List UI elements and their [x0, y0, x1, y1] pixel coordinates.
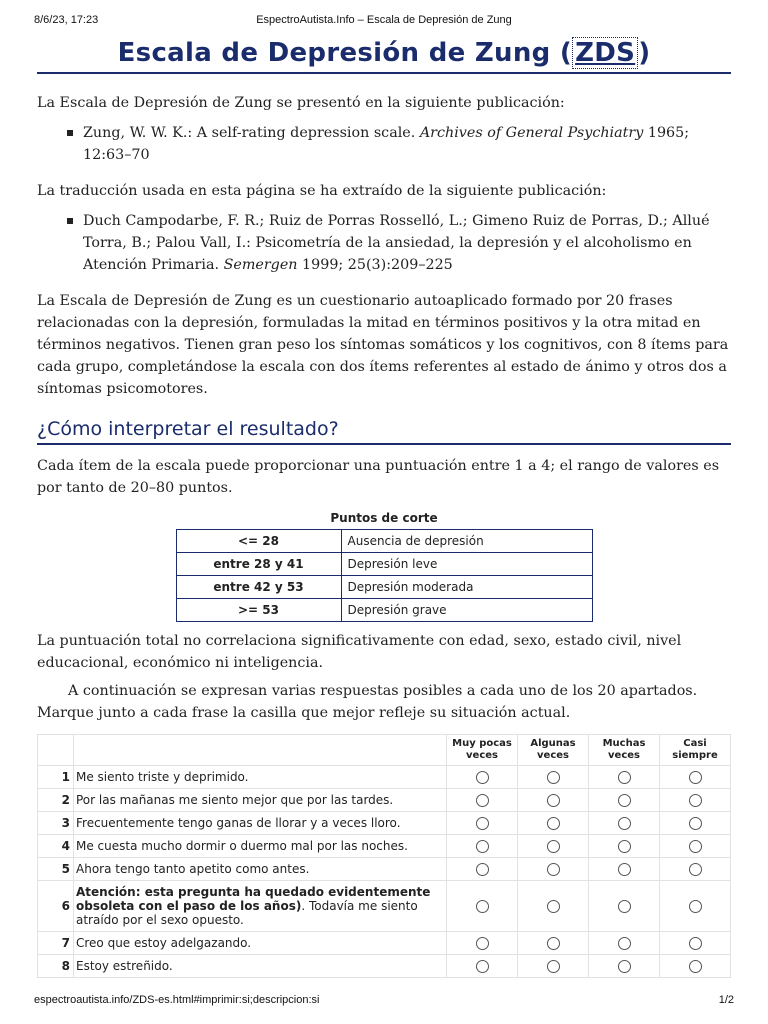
main-content: [37, 38, 731, 978]
answer-cell: [518, 835, 589, 858]
reference-authors: Duch Campodarbe, F. R.; Ruiz de Porras Rosselló, L.; Gimeno Ruiz de Porras, D.; Allué Torra, B.; Palou Vall, I.: Psicometría de la ansiedad, la depresión y el alcoholismo en Atención Primaria.: [83, 213, 710, 273]
page-title-text: Escala de Depresión de Zung (: [117, 38, 573, 68]
cutoff-row: [176, 576, 592, 599]
cutoff-label: Depresión leve: [341, 553, 592, 576]
answer-cell: [447, 955, 518, 978]
question-row: [38, 881, 731, 932]
question-row: [38, 812, 731, 835]
answer-cell: [589, 812, 660, 835]
answer-radio[interactable]: [618, 937, 631, 950]
cutoff-row: [176, 530, 592, 553]
header-number: [38, 735, 74, 766]
page-title: [37, 38, 731, 74]
cutoff-range: entre 42 y 53: [176, 576, 341, 599]
answer-radio[interactable]: [618, 771, 631, 784]
answer-radio[interactable]: [476, 817, 489, 830]
answer-radio[interactable]: [689, 960, 702, 973]
reference-item-zung: [83, 122, 731, 166]
answer-radio[interactable]: [689, 817, 702, 830]
zds-abbreviation[interactable]: ZDS: [572, 37, 638, 69]
answer-radio[interactable]: [689, 840, 702, 853]
print-datetime: 8/6/23, 17:23: [34, 14, 99, 26]
interpret-paragraph-1: Cada ítem de la escala puede proporcionar una puntuación entre 1 a 4; el rango de valores es por tanto de 20–80 puntos.: [37, 458, 720, 496]
reference-details: 1999; 25(3):209–225: [297, 257, 453, 273]
answer-cell: [660, 932, 731, 955]
answer-radio[interactable]: [547, 794, 560, 807]
question-number: 4: [38, 835, 74, 858]
answer-cell: [518, 955, 589, 978]
question-text: Me cuesta mucho dormir o duermo mal por las noches.: [74, 835, 447, 858]
section-heading-interpret: ¿Cómo interpretar el resultado?: [37, 418, 731, 445]
reference-list-1: [37, 122, 731, 166]
reference-journal: Semergen: [223, 257, 298, 273]
question-text: Ahora tengo tanto apetito como antes.: [74, 858, 447, 881]
answer-radio[interactable]: [689, 900, 702, 913]
answer-radio[interactable]: [618, 817, 631, 830]
reference-journal: Archives of General Psychiatry: [419, 125, 644, 141]
answer-cell: [447, 766, 518, 789]
print-page-number: 1/2: [718, 994, 734, 1006]
answer-cell: [660, 812, 731, 835]
interpret-paragraph-3: A continuación se expresan varias respuestas posibles a cada uno de los 20 apartados. Marque junto a cada frase la casilla que mejor refleje su situación actual.: [37, 683, 698, 721]
question-text: Me siento triste y deprimido.: [74, 766, 447, 789]
answer-cell: [589, 858, 660, 881]
answer-radio[interactable]: [689, 794, 702, 807]
answer-cell: [518, 812, 589, 835]
answer-radio[interactable]: [618, 960, 631, 973]
print-url: espectroautista.info/ZDS-es.html#imprimir:si;descripcion:si: [34, 994, 320, 1006]
answer-radio[interactable]: [689, 771, 702, 784]
answer-cell: [589, 932, 660, 955]
answer-cell: [660, 881, 731, 932]
answer-radio[interactable]: [476, 937, 489, 950]
answer-cell: [447, 932, 518, 955]
intro-paragraph-2: La traducción usada en esta página se ha extraído de la siguiente publicación:: [37, 183, 607, 199]
question-row: [38, 932, 731, 955]
answer-radio[interactable]: [476, 960, 489, 973]
answer-radio[interactable]: [547, 771, 560, 784]
header-option: Muchas veces: [589, 735, 660, 766]
answer-cell: [660, 789, 731, 812]
question-text: Por las mañanas me siento mejor que por las tardes.: [74, 789, 447, 812]
answer-cell: [660, 955, 731, 978]
intro-paragraph-3: La Escala de Depresión de Zung es un cuestionario autoaplicado formado por 20 frases relacionadas con la depresión, formuladas la mitad en términos positivos y la otra mitad en términos negativos. Tienen gran peso los síntomas somáticos y los cognitivos, con 8 ítems para cada grupo, completándose la escala con dos ítems referentes al estado de ánimo y otros dos a síntomas psicomotores.: [37, 293, 729, 397]
answer-radio[interactable]: [547, 840, 560, 853]
answer-radio[interactable]: [476, 863, 489, 876]
answer-cell: [589, 789, 660, 812]
question-row: [38, 858, 731, 881]
answer-cell: [589, 835, 660, 858]
question-row: [38, 835, 731, 858]
question-row: [38, 789, 731, 812]
answer-cell: [589, 881, 660, 932]
answer-cell: [518, 932, 589, 955]
header-option: Muy pocas veces: [447, 735, 518, 766]
answer-cell: [518, 858, 589, 881]
question-text: Estoy estreñido.: [74, 955, 447, 978]
answer-radio[interactable]: [618, 900, 631, 913]
answer-radio[interactable]: [618, 863, 631, 876]
question-text: Frecuentemente tengo ganas de llorar y a veces lloro.: [74, 812, 447, 835]
answer-cell: [447, 881, 518, 932]
questionnaire-header-row: [38, 735, 731, 766]
reference-details: 1965; 12:63–70: [83, 125, 690, 163]
answer-cell: [518, 789, 589, 812]
header-option: Algunas veces: [518, 735, 589, 766]
cutoff-range: entre 28 y 41: [176, 553, 341, 576]
answer-radio[interactable]: [476, 840, 489, 853]
question-text: Creo que estoy adelgazando.: [74, 932, 447, 955]
question-text-rest: . Todavía me siento atraído por el sexo opuesto.: [76, 899, 418, 927]
answer-cell: [447, 812, 518, 835]
page-title-close: ): [638, 38, 651, 68]
answer-cell: [447, 789, 518, 812]
cutoff-table: [176, 529, 593, 622]
cutoff-row: [176, 599, 592, 622]
answer-cell: [660, 858, 731, 881]
answer-cell: [660, 835, 731, 858]
header-question: [74, 735, 447, 766]
answer-radio[interactable]: [689, 937, 702, 950]
cutoff-row: [176, 553, 592, 576]
question-text: [74, 881, 447, 932]
question-row: [38, 955, 731, 978]
cutoff-range: <= 28: [176, 530, 341, 553]
question-number: 2: [38, 789, 74, 812]
question-number: 3: [38, 812, 74, 835]
answer-radio[interactable]: [547, 863, 560, 876]
cutoff-range: >= 53: [176, 599, 341, 622]
answer-cell: [660, 766, 731, 789]
question-number: 5: [38, 858, 74, 881]
questionnaire-table: [37, 734, 731, 978]
question-number: 1: [38, 766, 74, 789]
answer-cell: [589, 766, 660, 789]
answer-radio[interactable]: [476, 794, 489, 807]
answer-cell: [447, 835, 518, 858]
header-option: Casi siempre: [660, 735, 731, 766]
question-number: 8: [38, 955, 74, 978]
cutoff-label: Depresión grave: [341, 599, 592, 622]
cutoff-table-caption: Puntos de corte: [330, 511, 438, 525]
reference-item-duch: [83, 210, 731, 276]
answer-radio[interactable]: [689, 863, 702, 876]
print-page-title: EspectroAutista.Info – Escala de Depresión de Zung: [256, 14, 512, 26]
answer-radio[interactable]: [618, 794, 631, 807]
interpret-paragraph-2: La puntuación total no correlaciona significativamente con edad, sexo, estado civil, nivel educacional, económico ni inteligencia.: [37, 633, 682, 671]
reference-list-2: [37, 210, 731, 276]
answer-radio[interactable]: [547, 960, 560, 973]
answer-radio[interactable]: [618, 840, 631, 853]
answer-radio[interactable]: [547, 937, 560, 950]
answer-radio[interactable]: [547, 900, 560, 913]
cutoff-label: Depresión moderada: [341, 576, 592, 599]
reference-authors: Zung, W. W. K.: A self-rating depression scale.: [83, 125, 420, 141]
question-row: [38, 766, 731, 789]
question-number: 6: [38, 881, 74, 932]
answer-cell: [518, 766, 589, 789]
intro-paragraph-1: La Escala de Depresión de Zung se presentó en la siguiente publicación:: [37, 95, 565, 111]
answer-cell: [518, 881, 589, 932]
answer-radio[interactable]: [476, 771, 489, 784]
answer-radio[interactable]: [547, 817, 560, 830]
answer-radio[interactable]: [476, 900, 489, 913]
cutoff-label: Ausencia de depresión: [341, 530, 592, 553]
question-note: Atención: esta pregunta ha quedado evidentemente obsoleta con el paso de los años): [76, 885, 431, 913]
question-number: 7: [38, 932, 74, 955]
answer-cell: [589, 955, 660, 978]
answer-cell: [447, 858, 518, 881]
